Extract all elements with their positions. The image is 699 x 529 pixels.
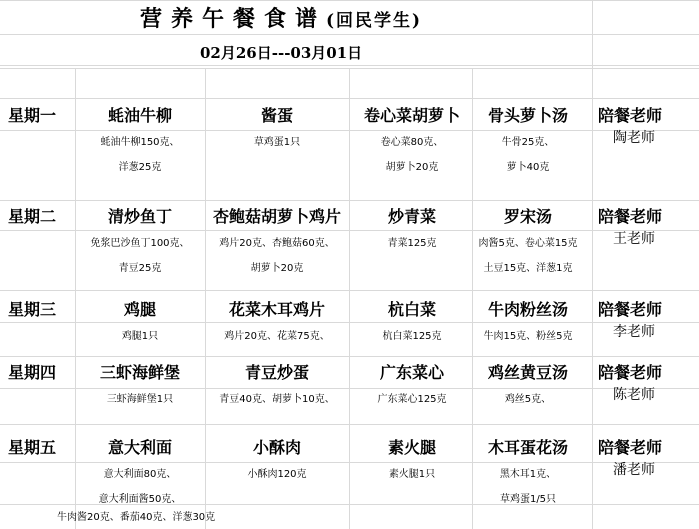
dish-ingredient: 小酥肉120克 (247, 469, 307, 480)
dish-ingredient: 杭白菜125克 (382, 331, 442, 342)
teacher-name: 陶老师 (613, 130, 655, 146)
dish-name: 炒青菜 (387, 207, 436, 226)
dish-name: 杭白菜 (387, 300, 436, 319)
dish-name: 木耳蛋花汤 (487, 438, 568, 457)
teacher-title: 陪餐老师 (598, 106, 663, 125)
grid-column-line (592, 0, 593, 68)
dish-ingredient: 肉酱5克、卷心菜15克 (478, 238, 578, 249)
teacher-name: 王老师 (613, 231, 655, 247)
dish-name: 素火腿 (387, 438, 436, 457)
dish-ingredient: 三虾海鲜堡1只 (106, 394, 174, 405)
dish-ingredient: 卷心菜80克、 (380, 137, 444, 148)
dish-name: 广东菜心 (379, 363, 444, 382)
dish-name: 牛肉粉丝汤 (487, 300, 568, 319)
teacher-name: 李老师 (613, 324, 655, 340)
day-label: 星期五 (8, 438, 57, 457)
dish-name: 酱蛋 (260, 106, 293, 125)
dish-ingredient: 鸡片20克、花菜75克、 (224, 331, 330, 342)
dish-ingredient: 土豆15克、洋葱1克 (483, 263, 573, 274)
dish-ingredient: 素火腿1只 (388, 469, 436, 480)
dish-ingredient: 草鸡蛋1只 (253, 137, 301, 148)
page-title (140, 2, 422, 33)
teacher-title: 陪餐老师 (598, 363, 663, 382)
dish-ingredient: 胡萝卜20克 (385, 162, 439, 173)
dish-name: 罗宋汤 (503, 207, 552, 226)
dish-ingredient: 洋葱25克 (118, 162, 162, 173)
day-label: 星期四 (8, 363, 57, 382)
dish-ingredient: 意大利面80克、 (103, 469, 177, 480)
dish-name: 骨头萝卜汤 (487, 106, 568, 125)
dish-name: 意大利面 (107, 438, 172, 457)
dish-ingredient: 蚝油牛柳150克、 (100, 137, 180, 148)
teacher-title: 陪餐老师 (598, 300, 663, 319)
day-label: 星期三 (8, 300, 57, 319)
dish-name: 小酥肉 (252, 438, 301, 457)
dish-ingredient: 鸡丝5克、 (504, 394, 552, 405)
dish-name: 杏鲍菇胡萝卜鸡片 (212, 207, 341, 226)
dish-ingredient: 胡萝卜20克 (250, 263, 304, 274)
dish-ingredient: 青豆40克、胡萝卜10克、 (219, 394, 335, 405)
teacher-name: 潘老师 (613, 462, 655, 478)
dish-ingredient: 牛骨25克、 (501, 137, 555, 148)
teacher-name: 陈老师 (613, 387, 655, 403)
footnote: 牛肉酱20克、番茄40克、洋葱30克 (57, 512, 216, 523)
teacher-title: 陪餐老师 (598, 207, 663, 226)
dish-ingredient: 青菜125克 (387, 238, 437, 249)
dish-name: 花菜木耳鸡片 (228, 300, 325, 319)
dish-ingredient: 广东菜心125克 (377, 394, 447, 405)
dish-name: 青豆炒蛋 (244, 363, 309, 382)
dish-name: 清炒鱼丁 (107, 207, 172, 226)
dish-ingredient: 黑木耳1克、 (499, 469, 557, 480)
dish-ingredient: 鸡片20克、杏鲍菇60克、 (219, 238, 335, 249)
dish-ingredient: 草鸡蛋1/5只 (499, 494, 557, 505)
dish-ingredient: 鸡腿1只 (121, 331, 159, 342)
dish-ingredient: 牛肉15克、粉丝5克 (483, 331, 573, 342)
day-label: 星期一 (8, 106, 57, 125)
grid-row-line (0, 65, 699, 66)
teacher-title: 陪餐老师 (598, 438, 663, 457)
dish-ingredient: 青豆25克 (118, 263, 162, 274)
date-range: 02月26日---03月01日 (200, 44, 363, 62)
dish-name: 三虾海鲜堡 (99, 363, 180, 382)
title-suffix: (回民学生) (326, 11, 423, 31)
dish-name: 卷心菜胡萝卜 (363, 106, 460, 125)
dish-ingredient: 意大利面酱50克、 (98, 494, 182, 505)
grid-row-line (0, 0, 699, 1)
grid-row-line (0, 34, 699, 35)
dish-ingredient: 免浆巴沙鱼丁100克、 (90, 238, 190, 249)
dish-name: 蚝油牛柳 (107, 106, 172, 125)
title-main: 营养午餐食谱 (140, 6, 327, 32)
dish-name: 鸡丝黄豆汤 (487, 363, 568, 382)
day-label: 星期二 (8, 207, 57, 226)
dish-name: 鸡腿 (123, 300, 156, 319)
dish-ingredient: 萝卜40克 (506, 162, 550, 173)
